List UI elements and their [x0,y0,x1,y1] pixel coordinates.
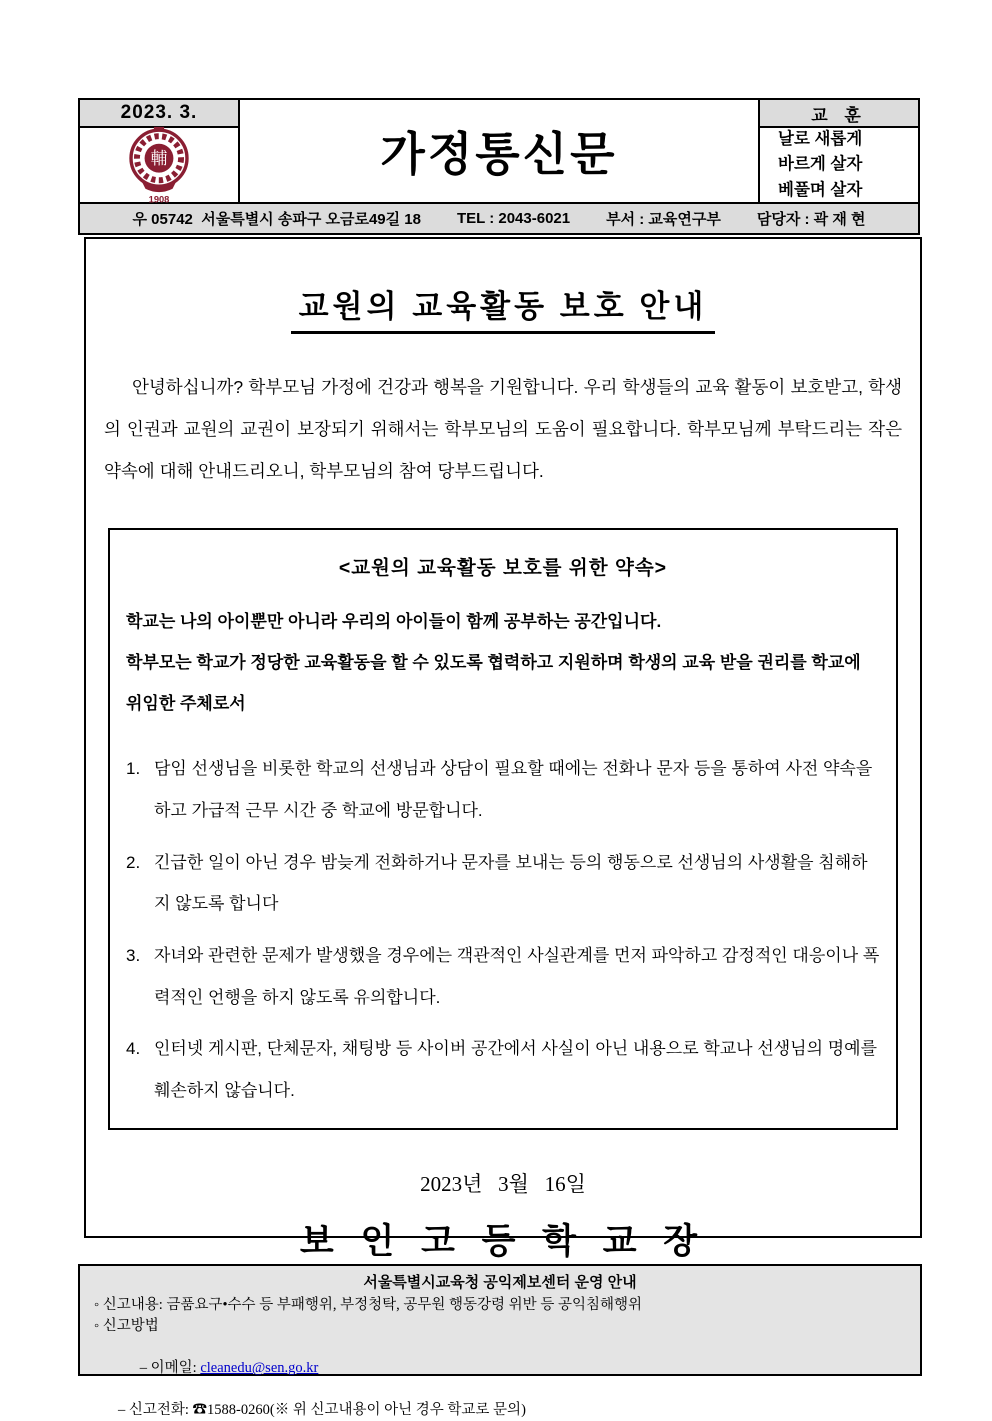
item-number: 3. [126,945,141,965]
document-title: 교원의 교육활동 보호 안내 [291,281,716,334]
school-tel: TEL : 2043-6021 [456,210,571,227]
footer-email-line [118,1337,906,1400]
item-text: 자녀와 관련한 문제가 발생했을 경우에는 객관적인 사실관계를 먼저 파악하고 감정적인 대응이나 폭력적인 언행을 하지 않도록 유의합니다. [154,945,880,1007]
list-item [126,935,880,1018]
motto-line-3: 베풀며 살자 [778,180,863,199]
promise-items [126,748,880,1111]
header [78,98,920,235]
footer-report-method: ◦ 신고방법 [94,1318,159,1335]
list-item [126,748,880,831]
school-address: 우 05742 서울특별시 송파구 오금로49길 18 [132,211,421,228]
motto-header: 교 훈 [760,100,918,128]
item-number: 4. [126,1039,141,1059]
issue-date-line: 2023년 3월 16일 [420,1171,586,1196]
footer-phone-line: – 신고전화: ☎1588-0260(※ 위 신고내용이 아닌 경우 학교로 문의) [118,1402,526,1419]
motto-line-2: 바르게 살자 [778,155,863,174]
header-table [78,98,920,204]
footer-notice-box [78,1264,922,1419]
item-text: 인터넷 게시판, 단체문자, 채팅방 등 사이버 공간에서 사실이 아닌 내용으로 학교나 선생님의 명예를 훼손하지 않습니다. [154,1039,878,1100]
document-title-wrap [100,281,906,334]
email-label: – 이메일: [139,1360,201,1377]
item-number: 1. [126,759,141,779]
intro-paragraph: 안녕하십니까? 학부모님 가정에 건강과 행복을 기원합니다. 우리 학생들의 교육 활동이 보호받고, 학생의 인권과 교원의 교권이 보장되기 위해서는 학부모님의 도움이 필요합니다. 학부모님께 부탁드리는 작은 약속에 대해 안내드리오니, 학부모님의 참여 당부드립니다. [104,377,902,481]
principal-signature: 보 인 고 등 학 교 장 [299,1221,707,1261]
department: 부서 : 교육연구부 [606,211,721,228]
emblem-year: 1908 [148,194,170,205]
main-content-box [84,237,922,1261]
item-text: 긴급한 일이 아닌 경우 밤늦게 전화하거나 문자를 보내는 등의 행동으로 선생님의 사생활을 침해하지 않도록 합니다 [154,852,868,914]
list-item [126,1028,880,1111]
footer-report-content: ◦ 신고내용: 금품요구•수수 등 부패행위, 부정청탁, 공무원 행동강령 위반 등 공익침해행위 [94,1297,642,1313]
logo-cell [80,128,240,205]
promise-box [108,528,898,1130]
promise-lead-line1: 학교는 나의 아이뿐만 아니라 우리의 아이들이 함께 공부하는 공간입니다. [126,612,662,631]
item-number: 2. [126,852,141,872]
promise-box-title: <교원의 교육활동 보호를 위한 약속> [338,557,668,579]
newsletter-title: 가정통신문 [240,100,760,202]
address-bar [78,204,920,235]
item-text: 담임 선생님을 비롯한 학교의 선생님과 상담이 필요할 때에는 전화나 문자 등을 통하여 사전 약속을 하고 가급적 근무 시간 중 학교에 방문합니다. [154,759,873,821]
footer-title: 서울특별시교육청 공익제보센터 운영 안내 [363,1274,637,1291]
promise-lead [126,602,880,724]
email-link[interactable]: cleanedu@sen.go.kr [200,1360,319,1377]
school-emblem-logo [116,126,202,204]
emblem-character: 輔 [150,149,168,169]
motto-lines [760,128,918,202]
list-item [126,842,880,925]
issue-date-cell: 2023. 3. [80,100,240,128]
manager: 담당자 : 곽 재 현 [756,211,866,228]
motto-line-1: 날로 새롭게 [778,129,863,148]
promise-lead-line2: 학부모는 학교가 정당한 교육활동을 할 수 있도록 협력하고 지원하며 학생의 교육 받을 권리를 학교에 위임한 주체로서 [126,652,861,713]
